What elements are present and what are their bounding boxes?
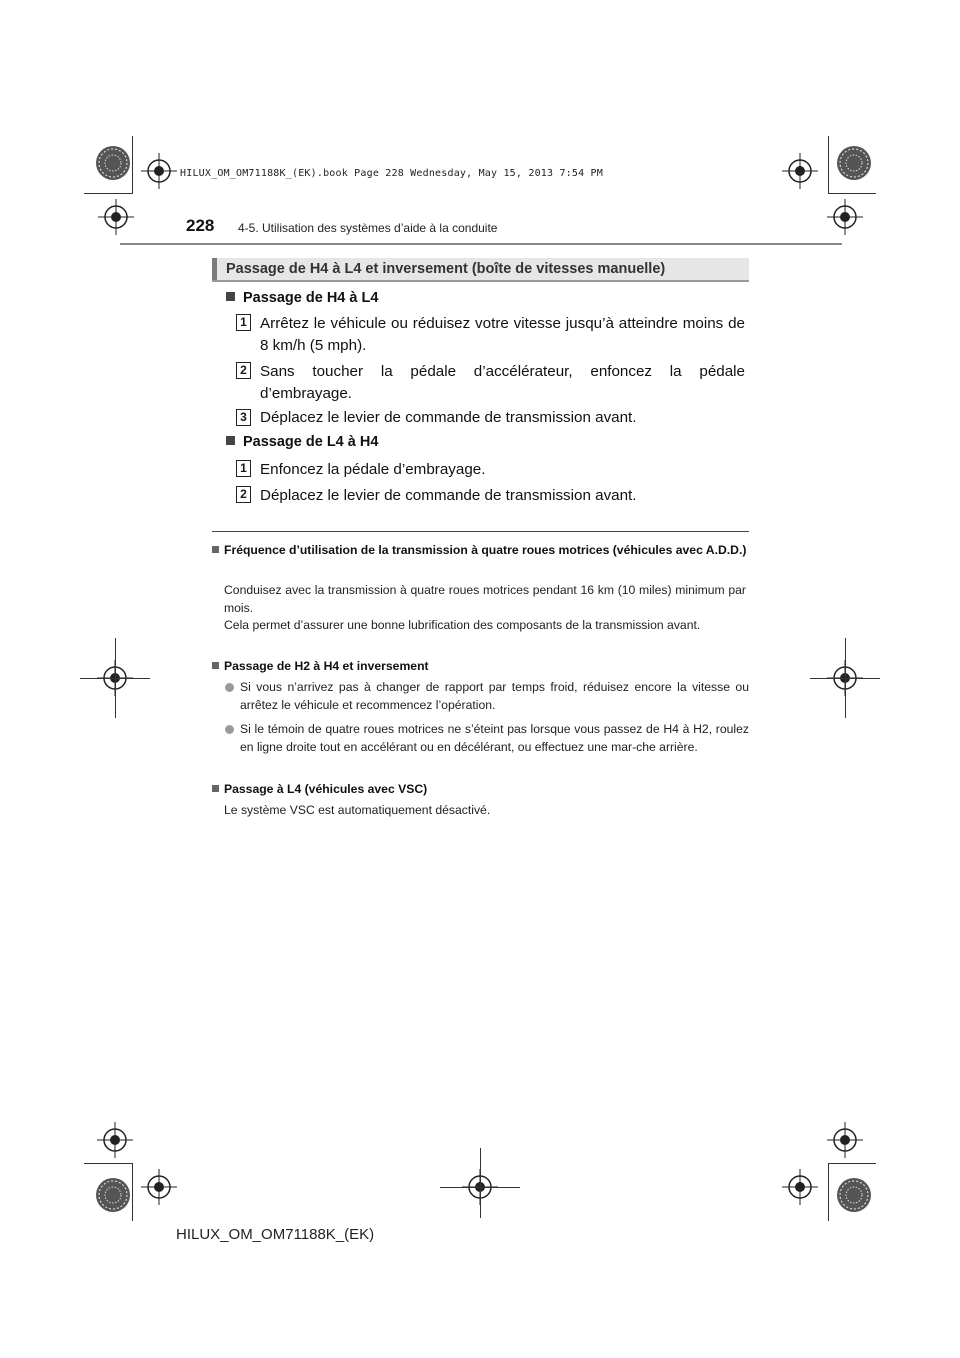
note-title: Passage à L4 (véhicules avec VSC) [224,782,428,796]
step-text: Enfoncez la pédale d’embrayage. [260,461,486,478]
step-number: 1 [236,460,251,477]
square-bullet-icon [226,292,235,301]
crosshair-icon [97,1122,133,1158]
procedure-heading [226,434,378,450]
chapter-title: 4-5. Utilisation des systèmes d’aide à la conduite [238,221,498,235]
square-bullet-icon [226,436,235,445]
section-title: Passage de H4 à L4 et inversement (boîte de vitesses manuelle) [226,261,666,277]
bullet-text: Si le témoin de quatre roues motrices ne s’éteint pas lorsque vous passez de H4 à H2, roulez en ligne droite tout en accélérant ou en décélérant, ou effectuez une mar-che arrière. [240,722,749,754]
step-text: Sans toucher la pédale d’accélérateur, enfoncez la pédale d’embrayage. [260,363,745,402]
crosshair-icon [782,1169,818,1205]
note-text: Conduisez avec la transmission à quatre roues motrices pendant 16 km (10 miles) minimum par mois. [224,583,746,615]
crosshair-icon [827,199,863,235]
starburst-icon [93,1175,133,1215]
procedure-title: Passage de H4 à L4 [243,290,379,306]
starburst-icon [834,1175,874,1215]
header-rule [120,243,842,245]
starburst-icon [834,143,874,183]
square-bullet-icon [212,662,219,669]
step-text: Déplacez le levier de commande de transmission avant. [260,409,637,426]
starburst-icon [93,143,133,183]
square-bullet-icon [212,785,219,792]
step-number: 2 [236,486,251,503]
note-title: Fréquence d’utilisation de la transmission à quatre roues motrices (véhicules avec A.D.D.) [224,543,747,557]
crosshair-icon [98,199,134,235]
crosshair-icon [782,153,818,189]
step-number: 3 [236,409,251,426]
procedure-heading [226,290,378,306]
crosshair-icon [141,1169,177,1205]
bullet-text: Si vous n’arrivez pas à changer de rapport par temps froid, réduisez encore la vitesse ou arrêtez le véhicule et recommencez l’opération. [240,680,749,712]
step-number: 2 [236,362,251,379]
print-imprint: HILUX_OM_OM71188K_(EK).book Page 228 Wednesday, May 15, 2013 7:54 PM [180,168,603,179]
note-text: Le système VSC est automatiquement désactivé. [224,803,491,817]
section-title-bar [212,258,749,282]
note-heading [212,781,749,798]
page-number: 228 [186,216,215,235]
step-text: Arrêtez le véhicule ou réduisez votre vitesse jusqu’à atteindre moins de 8 km/h (5 mph). [260,315,745,354]
notes-divider [212,531,749,532]
note-heading [212,658,749,675]
note-text: Cela permet d’assurer une bonne lubrification des composants de la transmission avant. [224,618,701,632]
note-heading [212,542,749,559]
round-bullet-icon [225,725,234,734]
step-number: 1 [236,314,251,331]
footer-code: HILUX_OM_OM71188K_(EK) [176,1226,375,1243]
round-bullet-icon [225,683,234,692]
procedure-title: Passage de L4 à H4 [243,434,379,450]
note-title: Passage de H2 à H4 et inversement [224,659,429,673]
square-bullet-icon [212,546,219,553]
section-accent [212,258,217,280]
crosshair-icon [827,1122,863,1158]
step-text: Déplacez le levier de commande de transmission avant. [260,487,637,504]
crosshair-icon [141,153,177,189]
